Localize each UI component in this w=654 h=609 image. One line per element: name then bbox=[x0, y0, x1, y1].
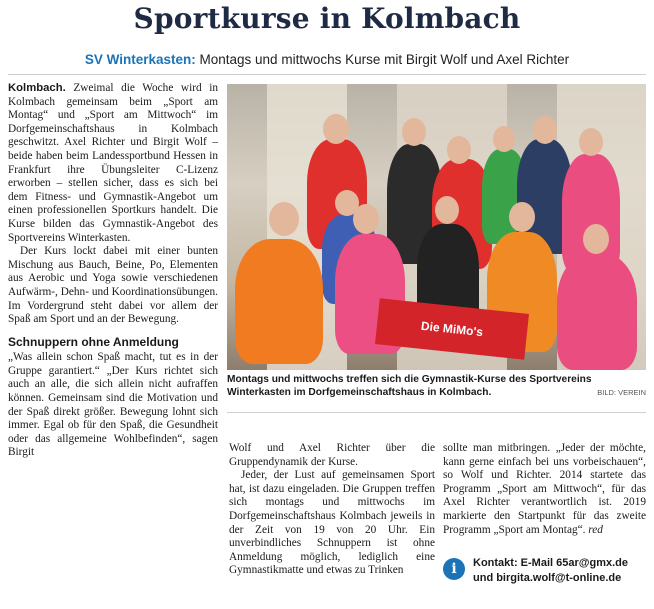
section-subtitle: Schnuppern ohne Anmeldung bbox=[8, 334, 179, 349]
contact-line-1: Kontakt: E-Mail 65ar@gmx.de bbox=[473, 557, 628, 569]
paragraph-intro-text: Zweimal die Woche wird in Kolmbach gemeinsam beim „Sport am Montag“ und „Sport am Mittwoch“ im Dorfgemeinschaftshaus in Kolmbach geschwitzt. Axel Richter und Birgit Wolf – beide haben beim Landessportbund Hessen in Frankfurt ihre Übungsleiter C-Lizenz erworben – stellen sicher, dass es sich bei dem Fitness- und Gymnastik-Angebot um einen professionellen Sportkurs handelt. Die Kurse bilden das Gymnastik-Angebot des Sportvereins Winterkasten. bbox=[8, 82, 219, 244]
subhead bbox=[0, 52, 654, 67]
photo-banner: Die MiMo's bbox=[375, 298, 529, 359]
article-column-3 bbox=[443, 442, 646, 537]
headline: Sportkurse in Kolmbach bbox=[133, 2, 521, 35]
photo-credit: BILD: VEREIN bbox=[597, 388, 646, 397]
author-signature: red bbox=[588, 523, 603, 536]
contact-line-2: und birgita.wolf@t-online.de bbox=[473, 572, 622, 584]
paragraph-quote: „Was allein schon Spaß macht, tut es in der Gruppe garantiert.“ „Der Kurs richtet sich auch an alle, die sich allein nicht aufraffen können. Gemeinsam sind die Motivation und der Spaß direkt größer. Bewegung lohnt sich immer. Egal ob für den Spaß, die Gesundheit oder das allgemeine Wohlbefinden“, sagen Birgit bbox=[8, 351, 218, 459]
subhead-kicker: SV Winterkasten: bbox=[84, 52, 196, 67]
paragraph-content: Wolf und Axel Richter über die Gruppendynamik der Kurse. bbox=[229, 442, 435, 468]
contact-box bbox=[443, 556, 646, 600]
paragraph-content bbox=[443, 442, 646, 537]
article-column-2 bbox=[229, 442, 435, 578]
subhead-text: Montags und mittwochs Kurse mit Birgit Wolf und Axel Richter bbox=[199, 52, 570, 67]
photo-caption: Montags und mittwochs treffen sich die Gymnastik-Kurse des Sportvereins Winterkasten im Dorfgemeinschaftshaus in Kolmbach. bbox=[227, 374, 592, 398]
paragraph-content: Der Kurs lockt dabei mit einer bunten Mischung aus Bauch, Beine, Po, Elementen aus Aerobic und Yoga sowie verschiedenen Aufwärm-, Dehn- und Koordinationsübungen. Im Vordergrund steht dabei vor allem der Spaß am Sport und an der Bewegung. bbox=[8, 245, 218, 326]
paragraph-content: Jeder, der Lust auf gemeinsamen Sport hat, ist dazu eingeladen. Die Gruppen treffen sich montags und mittwochs im Dorfgemeinschaftshaus Kolmbach jeweils in der Zeit von 19 von 20 Uhr. Ein unverbindliches Schnuppern ist ohne Anmeldung möglich, lediglich eine Gymnastikmatte und etwas zu Trinken bbox=[229, 469, 435, 577]
paragraph-intro bbox=[8, 82, 218, 245]
caption-divider bbox=[227, 412, 646, 413]
article-column-1 bbox=[8, 82, 218, 460]
info-icon: i bbox=[443, 558, 465, 580]
dateline: Kolmbach. bbox=[8, 82, 66, 94]
divider bbox=[8, 74, 646, 75]
group-photo bbox=[227, 84, 646, 370]
paragraph-text: sollte man mitbringen. „Jeder der möchte, kann gerne einfach bei uns vorbeischauen“, so Wolf und Richter. 2014 startete das Programm „Sport am Mittwoch“, für das Axel Richter verantwortlich ist. 2019 markierte den Startpunkt für das zweite Programm „Sport am Montag“. bbox=[443, 442, 646, 536]
contact-text bbox=[473, 556, 648, 586]
